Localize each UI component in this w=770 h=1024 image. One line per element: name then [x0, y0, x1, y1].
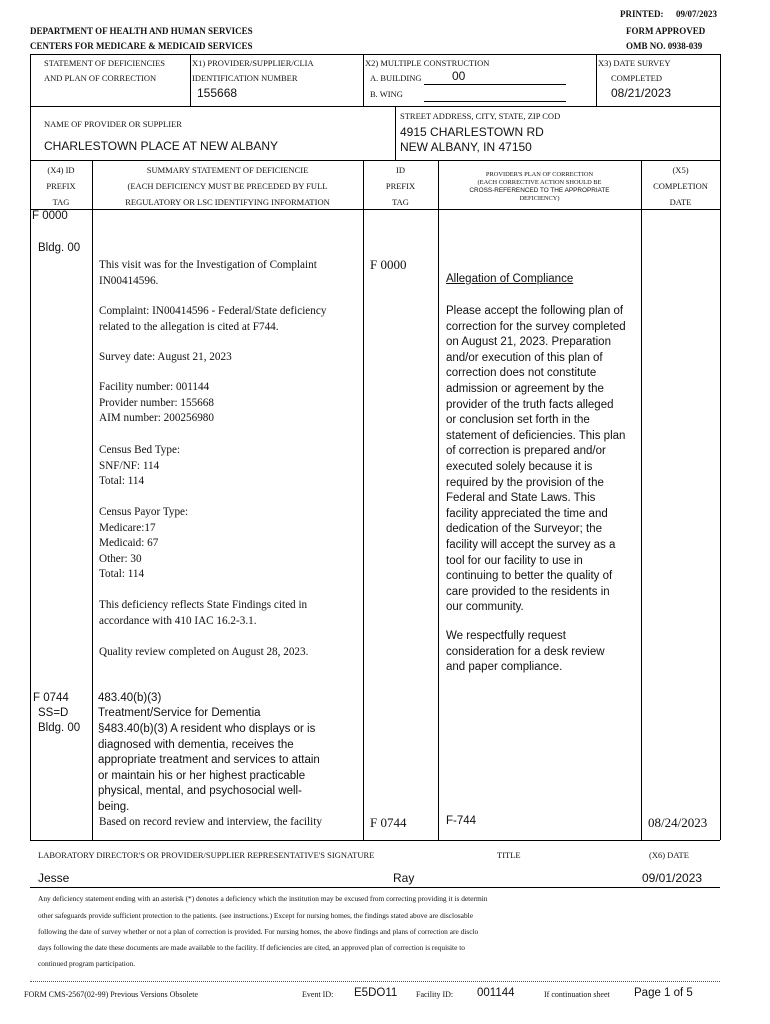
disclaimer-line-1: Any deficiency statement ending with an asterisk (*) denotes a deficiency which the institution may be excused from correcting providing it is determin	[38, 894, 488, 903]
prefix-tag-f0744: F 0744	[33, 692, 69, 704]
form-number: FORM CMS-2567(02-99) Previous Versions Obsolete	[24, 990, 199, 999]
address-line-1: 4915 CHARLESTOWN RD	[400, 125, 544, 139]
signature-date: 09/01/2023	[642, 871, 703, 885]
deficiency-code: 483.40(b)(3)	[98, 692, 162, 704]
provider-name-value: CHARLESTOWN PLACE AT NEW ALBANY	[44, 139, 279, 153]
disclaimer-line-2: other safeguards provide sufficient protection to the patients. (see instructions.) Except for nursing homes, the findings stated above are disclosable	[38, 911, 473, 920]
x1-label-1: X1) PROVIDER/SUPPLIER/CLIA	[192, 58, 314, 68]
x1-label-2: IDENTIFICATION NUMBER	[192, 73, 298, 83]
deficiency-title: Treatment/Service for Dementia	[98, 707, 261, 719]
x4-header-3: TAG	[52, 197, 70, 207]
omb-number: OMB NO. 0938-039	[626, 41, 703, 51]
building-label: A. BUILDING	[370, 73, 422, 83]
printed-label: PRINTED:	[620, 9, 664, 19]
facility-id-value: 001144	[477, 987, 515, 999]
continuation-label: If continuation sheet	[544, 990, 610, 999]
plan-header-2: (EACH CORRECTIVE ACTION SHOULD BE	[477, 179, 602, 186]
address-label: STREET ADDRESS, CITY, STATE, ZIP COD	[400, 111, 561, 121]
plan-bottom-tag: F-744	[446, 815, 477, 827]
survey-completed-date: 08/21/2023	[611, 86, 672, 100]
x5-header-2: COMPLETION	[653, 181, 708, 191]
signature-name: Jesse	[38, 871, 70, 885]
summary-header-1: SUMMARY STATEMENT OF DEFICIENCIE	[146, 165, 309, 175]
summary-para-4: Facility number: 001144 Provider number: 155668 AIM number: 200256980	[99, 381, 214, 425]
x4-header-2: PREFIX	[46, 181, 76, 191]
summary-para-7: This deficiency reflects State Findings cited in accordance with 410 IAC 16.2-3.1.	[99, 599, 308, 627]
statement-label-2: AND PLAN OF CORRECTION	[44, 73, 157, 83]
summary-header-3: REGULATORY OR LSC IDENTIFYING INFORMATION	[125, 197, 330, 207]
summary-para-8: Quality review completed on August 28, 2023.	[99, 646, 309, 658]
deficiency-text: §483.40(b)(3) A resident who displays or is diagnosed with dementia, receives the appropriate treatment and services to attain or maintain his or her highest practicable physical, mental, and psychosocial well-being.	[98, 723, 320, 813]
date-label: (X6) DATE	[649, 850, 689, 860]
x5-header-3: DATE	[669, 197, 692, 207]
plan-paragraph-2: We respectfully request consideration for a desk review and paper compliance.	[446, 630, 605, 674]
id-tag-f0000: F 0000	[370, 257, 407, 272]
summary-para-2: Complaint: IN00414596 - Federal/State deficiency related to the allegation is cited at F744.	[99, 305, 327, 333]
centers-title: CENTERS FOR MEDICARE & MEDICAID SERVICES	[30, 41, 253, 51]
prefix-tag-f0000: F 0000	[32, 210, 68, 222]
id-header-3: TAG	[392, 197, 409, 207]
x4-header-1: (X4) ID	[47, 165, 75, 175]
id-header-2: PREFIX	[385, 181, 416, 191]
department-title: DEPARTMENT OF HEALTH AND HUMAN SERVICES	[30, 26, 253, 36]
page-number: Page 1 of 5	[634, 987, 693, 999]
disclaimer-line-3: following the date of survey whether or not a plan of correction is provided. For nursing homes, the above findings and plans of correction are disclo	[38, 927, 479, 936]
plan-header-1: PROVIDER'S PLAN OF CORRECTION	[485, 171, 594, 178]
form-approved: FORM APPROVED	[626, 26, 706, 36]
severity-label: SS=D	[38, 707, 69, 719]
address-line-2: NEW ALBANY, IN 47150	[400, 140, 532, 154]
plan-header-3: CROSS-REFERENCED TO THE APPROPRIATE	[469, 187, 610, 194]
disclaimer-line-4: days following the date these documents are made available to the facility. If deficiencies are cited, an approved plan of correction is requisite to	[38, 943, 465, 952]
wing-label: B. WING	[370, 89, 403, 99]
statement-label-1: STATEMENT OF DEFICIENCIES	[44, 58, 166, 68]
signature-label: LABORATORY DIRECTOR'S OR PROVIDER/SUPPLIER REPRESENTATIVE'S SIGNATURE	[38, 850, 375, 860]
id-header-1: ID	[396, 165, 405, 175]
summary-header-2: (EACH DEFICIENCY MUST BE PRECEDED BY FULL	[127, 181, 328, 191]
printed-date: 09/07/2023	[676, 9, 718, 19]
plan-paragraph-1: Please accept the following plan of correction for the survey completed on August 21, 2023. Preparation and/or execution of this plan of correction does not constitute admission or agreement by the provider of the truth facts alleged or conclusion set forth in the statement of deficiencies. This plan of correction is prepared and/or executed solely because it is required by the provision of the Federal and State Laws. This facility appreciated the time and dedication of the Surveyor; the facility will accept the survey as a tool for our facility to use in continuing to better the quality of care provided to the residents in our community.	[446, 305, 626, 614]
bldg-label-1: Bldg. 00	[38, 242, 81, 254]
x5-header-1: (X5)	[672, 165, 689, 175]
x3-label-1: X3) DATE SURVEY	[598, 58, 671, 68]
id-tag-f0744: F 0744	[370, 815, 407, 830]
x3-label-2: COMPLETED	[611, 73, 662, 83]
x2-label: X2) MULTIPLE CONSTRUCTION	[365, 58, 490, 68]
provider-name-label: NAME OF PROVIDER OR SUPPLIER	[44, 119, 182, 129]
summary-para-3: Survey date: August 21, 2023	[99, 351, 232, 363]
bldg-label-2: Bldg. 00	[38, 722, 81, 734]
plan-header-4: DEFICIENCY)	[519, 195, 560, 202]
signature-title: Ray	[393, 871, 415, 885]
summary-para-6: Census Payor Type: Medicare:17 Medicaid: 67 Other: 30 Total: 114	[99, 506, 189, 581]
completion-date: 08/24/2023	[648, 815, 708, 830]
building-value: 00	[452, 69, 466, 83]
event-id-label: Event ID:	[302, 990, 334, 999]
plan-heading: Allegation of Compliance	[446, 273, 574, 285]
summary-para-5: Census Bed Type: SNF/NF: 114 Total: 114	[99, 444, 181, 488]
facility-id-label: Facility ID:	[416, 990, 454, 999]
deficiency-continued: Based on record review and interview, the facility	[99, 816, 322, 828]
provider-id-value: 155668	[197, 86, 238, 100]
event-id-value: E5DO11	[354, 987, 398, 999]
disclaimer-line-5: continued program participation.	[38, 959, 136, 968]
summary-para-1: This visit was for the Investigation of Complaint IN00414596.	[99, 259, 317, 287]
title-label: TITLE	[497, 850, 521, 860]
